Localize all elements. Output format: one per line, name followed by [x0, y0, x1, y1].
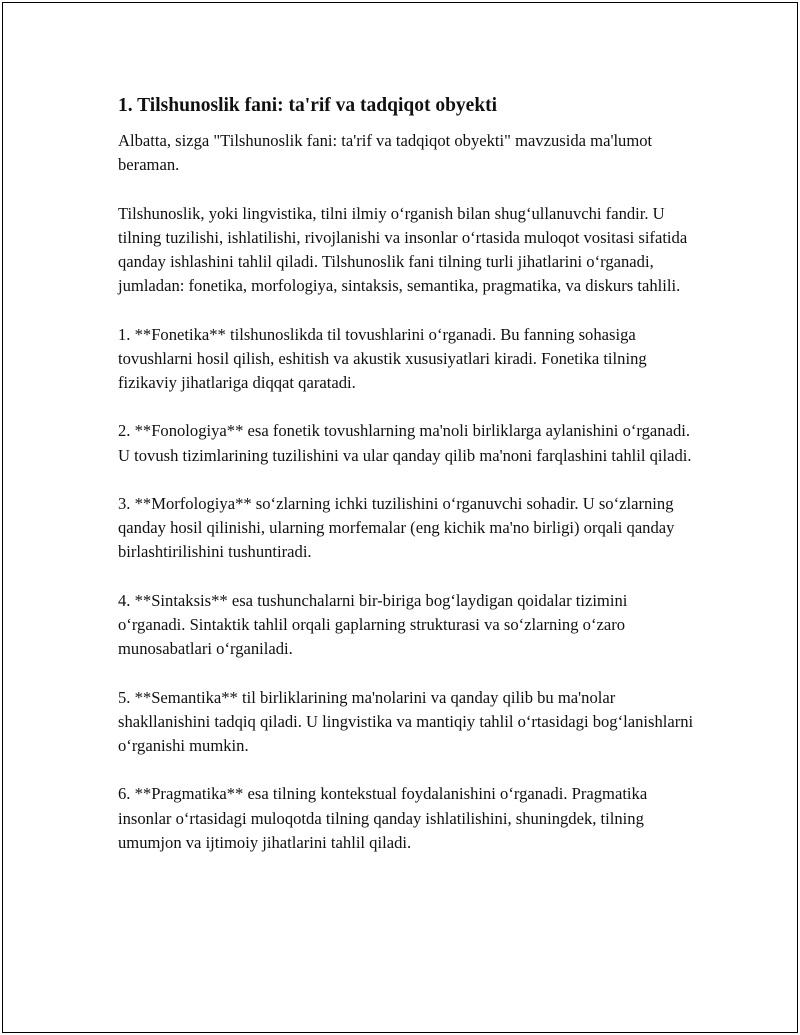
intro-paragraph: Albatta, sizga "Tilshunoslik fani: ta'rif va tadqiqot obyekti" mavzusida ma'lumot beraman. [118, 131, 653, 175]
list-item-sintaksis: 4. **Sintaksis** esa tushunchalarni bir-biriga bogʻlaydigan qoidalar tizimini oʻrganadi. Sintaktik tahlil orqali gaplarning strukturasi va soʻzlarning oʻzaro munosabatlari oʻrganiladi. [118, 590, 628, 659]
list-item-fonetika: 1. **Fonetika** tilshunoslikda til tovushlarini oʻrganadi. Bu fanning sohasiga tovushlarni hosil qilish, eshitish va akustik xususiyatlari kiradi. Fonetika tilning fizikaviy jihatlariga diqqat qaratadi. [118, 324, 647, 392]
list-item-semantika: 5. **Semantika** til birliklarining ma'nolarini va qanday qilib bu ma'nolar shakllanishini tadqiq qiladi. U lingvistika va mantiqiy tahlil oʻrtasidagi bogʻlanishlarni oʻrganishi mumkin. [118, 687, 694, 755]
list-item-fonologiya: 2. **Fonologiya** esa fonetik tovushlarning ma'noli birliklarga aylanishini oʻrganadi. U tovush tizimlarining tuzilishini va ular qanday qilib ma'noni farqlashini tahlil qiladi. [118, 421, 692, 465]
list-item-pragmatika: 6. **Pragmatika** esa tilning kontekstual foydalanishini oʻrganadi. Pragmatika insonlar oʻrtasidagi muloqotda tilning qanday ishlatilishini, shuningdek, tilning umumjon va ijtimoiy jihatlarini tahlil qiladi. [118, 784, 648, 852]
list-item-morfologiya: 3. **Morfologiya** soʻzlarning ichki tuzilishini oʻrganuvchi sohadir. U soʻzlarning qanday hosil qilinishi, ularning morfemalar (eng kichik ma'no birligi) orqali qanday birlashtirilishini tushuntiradi. [118, 493, 675, 562]
document-title: 1. Tilshunoslik fani: ta'rif va tadqiqot obyekti [118, 95, 498, 116]
definition-paragraph: Tilshunoslik, yoki lingvistika, tilni ilmiy oʻrganish bilan shugʻullanuvchi fandir. U tilning tuzilishi, ishlatilishi, rivojlanishi va insonlar oʻrtasida muloqot vositasi sifatida qanday ishlashini tahlil qiladi. Tilshunoslik fani tilning turli jihatlarini oʻrganadi, jumladan: fonetika, morfologiya, sintaksis, semantika, pragmatika, va diskurs tahlili. [118, 203, 688, 296]
document-body [118, 94, 698, 855]
